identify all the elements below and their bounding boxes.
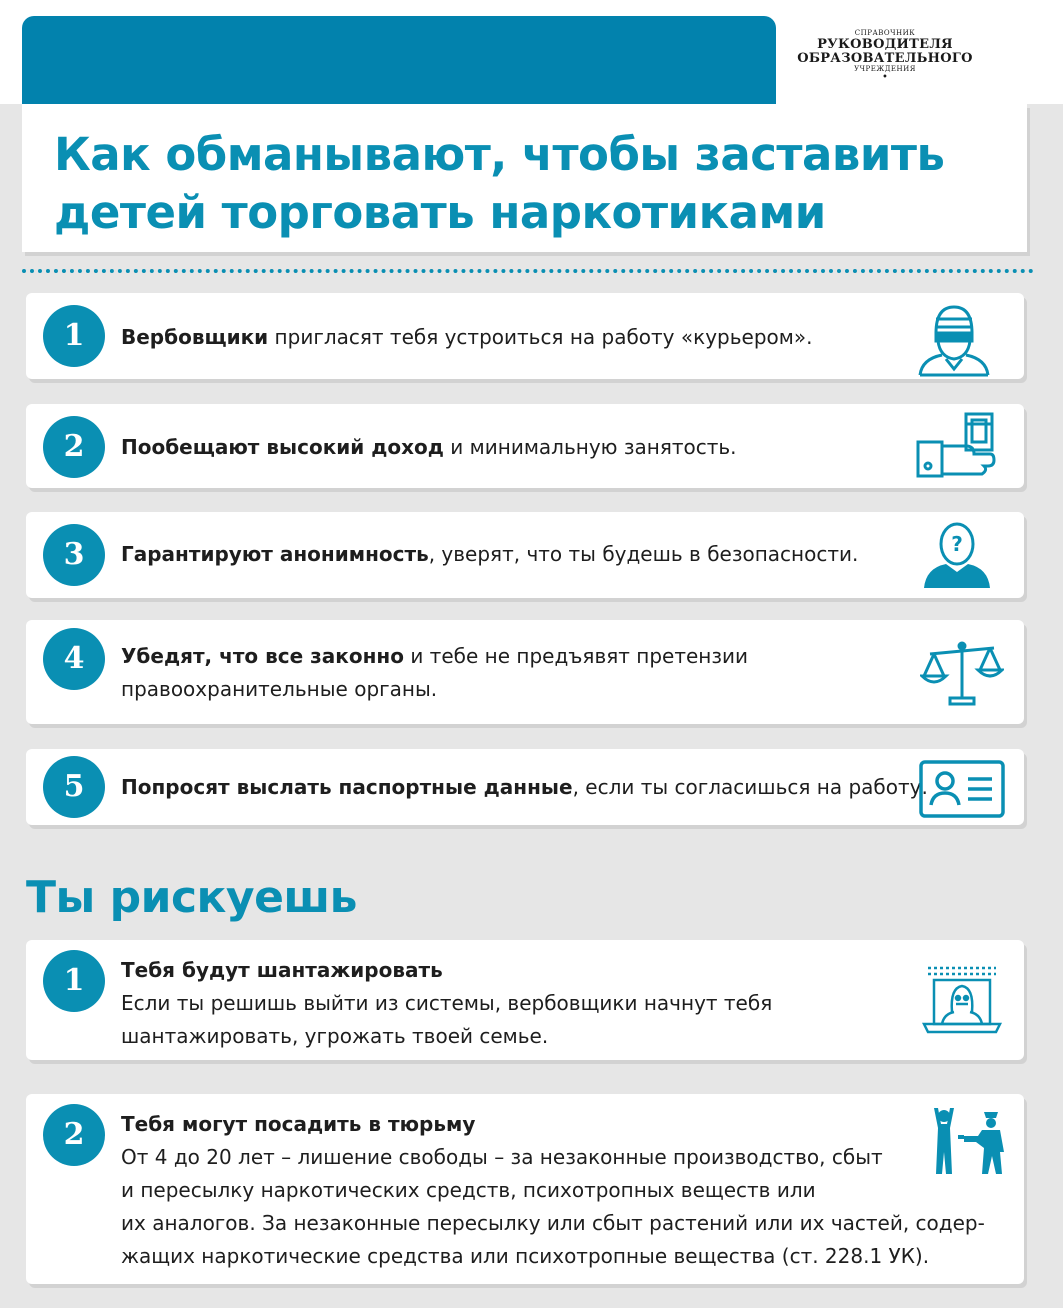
step-bold-text: Вербовщики bbox=[121, 325, 269, 349]
logo-line2: ОБРАЗОВАТЕЛЬНОГО bbox=[797, 50, 973, 66]
step-bold-text: Пообещают высокий доход bbox=[121, 435, 444, 459]
step-bold-text: Гарантируют анонимность bbox=[121, 542, 429, 566]
step-rest-text: , если ты согласишься на работу. bbox=[572, 775, 928, 799]
risk-number-badge: 2 bbox=[43, 1104, 105, 1166]
step-bold-text: Убедят, что все законно bbox=[121, 644, 404, 668]
step-text bbox=[121, 640, 748, 706]
title-line1: Как обманывают, чтобы заставить bbox=[54, 128, 945, 181]
anonymous-person-icon bbox=[920, 520, 994, 590]
logo-dot: • bbox=[882, 71, 888, 83]
risk-text-line: Если ты решишь выйти из системы, вербовщики начнут тебя bbox=[121, 991, 773, 1015]
step-card-3 bbox=[26, 512, 1024, 598]
step-card-4 bbox=[26, 620, 1024, 724]
risk-text bbox=[121, 954, 772, 1053]
step-rest-text: и минимальную занятость. bbox=[443, 435, 737, 459]
step-rest-text: пригласят тебя устроиться на работу «курьером». bbox=[268, 325, 813, 349]
logo-small-bottom: УЧРЕЖДЕНИЯ bbox=[854, 65, 916, 74]
risk-text-line: и пересылку наркотических средств, психотропных веществ или bbox=[121, 1178, 816, 1202]
risk-text-line: шантажировать, угрожать твоей семье. bbox=[121, 1024, 549, 1048]
logo-small-top: СПРАВОЧНИК bbox=[854, 29, 916, 37]
step-text bbox=[121, 431, 737, 464]
id-card-icon bbox=[918, 759, 1006, 819]
risk-card-1 bbox=[26, 940, 1024, 1060]
svg-text:?: ? bbox=[951, 532, 963, 556]
dotted-divider bbox=[22, 269, 1034, 273]
publisher-logo bbox=[790, 30, 980, 82]
police-arrest-icon bbox=[930, 1108, 1008, 1178]
hacker-laptop-icon bbox=[922, 964, 1002, 1040]
step-card-2 bbox=[26, 404, 1024, 488]
step-text bbox=[121, 771, 928, 804]
step-number-badge: 2 bbox=[43, 416, 105, 478]
step-number-badge: 1 bbox=[43, 305, 105, 367]
step-rest-text-line2: правоохранительные органы. bbox=[121, 677, 438, 701]
step-bold-text: Попросят выслать паспортные данные bbox=[121, 775, 573, 799]
step-number-badge: 3 bbox=[43, 524, 105, 586]
risk-heading: Тебя могут посадить в тюрьму bbox=[121, 1112, 476, 1136]
risk-card-2 bbox=[26, 1094, 1024, 1284]
risk-text-line: жащих наркотические средства или психотропные вещества (ст. 228.1 УК). bbox=[121, 1244, 930, 1268]
hand-with-money-icon bbox=[914, 410, 998, 482]
risk-text bbox=[121, 1108, 985, 1273]
risk-heading: Тебя будут шантажировать bbox=[121, 958, 443, 982]
step-text bbox=[121, 321, 812, 354]
scales-of-justice-icon bbox=[920, 636, 1004, 708]
logo-line1: РУКОВОДИТЕЛЯ bbox=[817, 36, 953, 52]
step-card-1 bbox=[26, 293, 1024, 379]
step-rest-text: , уверят, что ты будешь в безопасности. bbox=[428, 542, 859, 566]
header-blue-bar bbox=[22, 16, 776, 104]
risk-text-line: их аналогов. За незаконные пересылку или сбыт растений или их частей, содер- bbox=[121, 1211, 985, 1235]
step-number-badge: 4 bbox=[43, 628, 105, 690]
step-text bbox=[121, 538, 858, 571]
page-title bbox=[54, 126, 994, 242]
title-line2: детей торговать наркотиками bbox=[54, 186, 826, 239]
step-number-badge: 5 bbox=[43, 756, 105, 818]
risk-number-badge: 1 bbox=[43, 950, 105, 1012]
title-card bbox=[22, 104, 1027, 252]
risk-text-line: От 4 до 20 лет – лишение свободы – за незаконные производство, сбыт bbox=[121, 1145, 883, 1169]
masked-recruiter-icon bbox=[914, 299, 994, 377]
risks-section-title: Ты рискуешь bbox=[26, 872, 357, 923]
step-rest-text: и тебе не предъявят претензии bbox=[403, 644, 749, 668]
step-card-5 bbox=[26, 749, 1024, 825]
